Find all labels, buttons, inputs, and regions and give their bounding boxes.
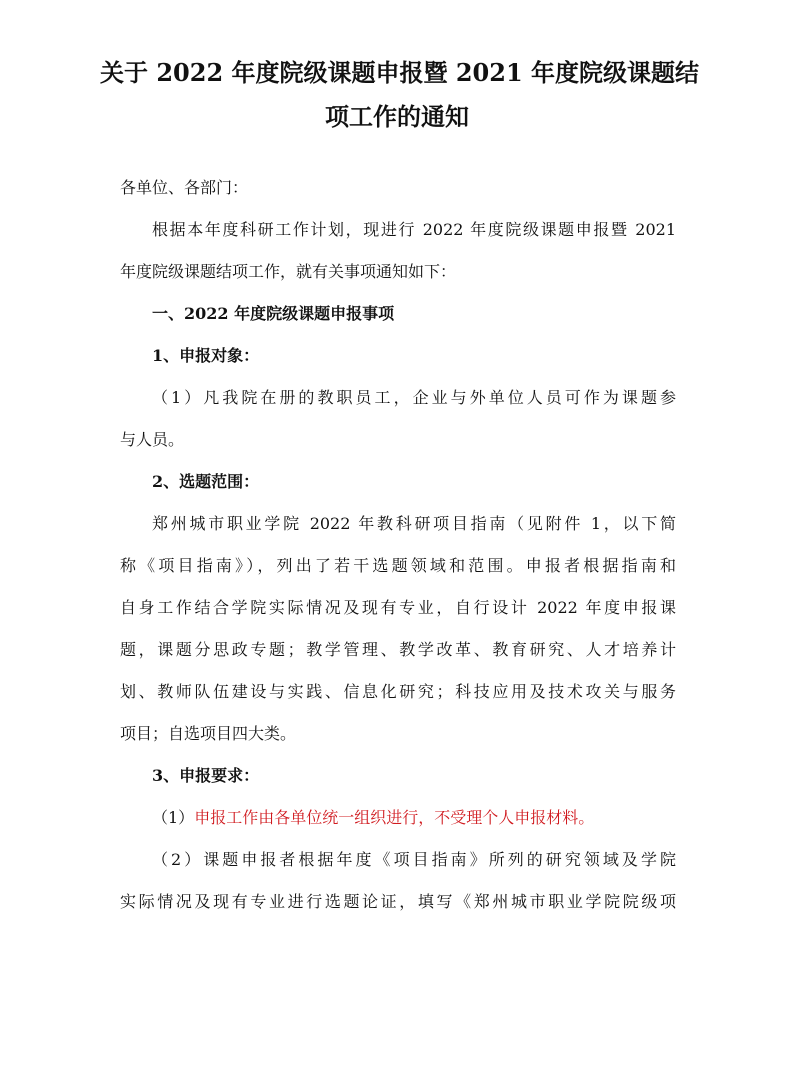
intro-line-2: 年度院级课题结项工作，就有关事项通知如下： <box>120 262 457 281</box>
salutation: 各单位、各部门： <box>120 178 249 197</box>
notice-title-line-2: 项工作的通知 <box>325 102 469 131</box>
scope-line-2: 称《项目指南》），列出了若干选题领域和范围。申报者根据指南和 <box>120 556 676 575</box>
scope-line-4: 题，课题分思政专题；教学管理、教学改革、教育研究、人才培养计 <box>120 640 676 659</box>
subsection-2-heading: 2、选题范围： <box>152 472 260 491</box>
scope-line-6: 项目；自选项目四大类。 <box>120 724 297 743</box>
section-1-heading: 一、2022 年度院级课题申报事项 <box>152 304 395 323</box>
intro-line-1: 根据本年度科研工作计划，现进行 2022 年度院级课题申报暨 2021 <box>152 220 676 239</box>
scope-line-3: 自身工作结合学院实际情况及现有专业，自行设计 2022 年度申报课 <box>120 598 676 617</box>
requirement-item-2-line-2: 实际情况及现有专业进行选题论证，填写《郑州城市职业学院院级项 <box>120 892 676 911</box>
scope-line-5: 划、教师队伍建设与实践、信息化研究；科技应用及技术攻关与服务 <box>120 682 676 701</box>
subsection-1-heading: 1、申报对象： <box>152 346 260 365</box>
subsection-3-heading: 3、申报要求： <box>152 766 260 785</box>
eligibility-item-1-line-2: 与人员。 <box>120 430 185 449</box>
scope-line-1: 郑州城市职业学院 2022 年教科研项目指南（见附件 1，以下简 <box>152 514 676 533</box>
requirement-item-1-prefix: （1） <box>152 808 195 827</box>
requirement-item-2-line-1: （2）课题申报者根据年度《项目指南》所列的研究领域及学院 <box>152 850 676 869</box>
eligibility-item-1-line-1: （1）凡我院在册的教职员工，企业与外单位人员可作为课题参 <box>152 388 676 407</box>
requirement-item-1 <box>152 808 594 828</box>
requirement-item-1-highlight: 申报工作由各单位统一组织进行，不受理个人申报材料。 <box>194 808 595 827</box>
notice-title-line-1: 关于 2022 年度院级课题申报暨 2021 年度院级课题结 <box>100 58 700 87</box>
